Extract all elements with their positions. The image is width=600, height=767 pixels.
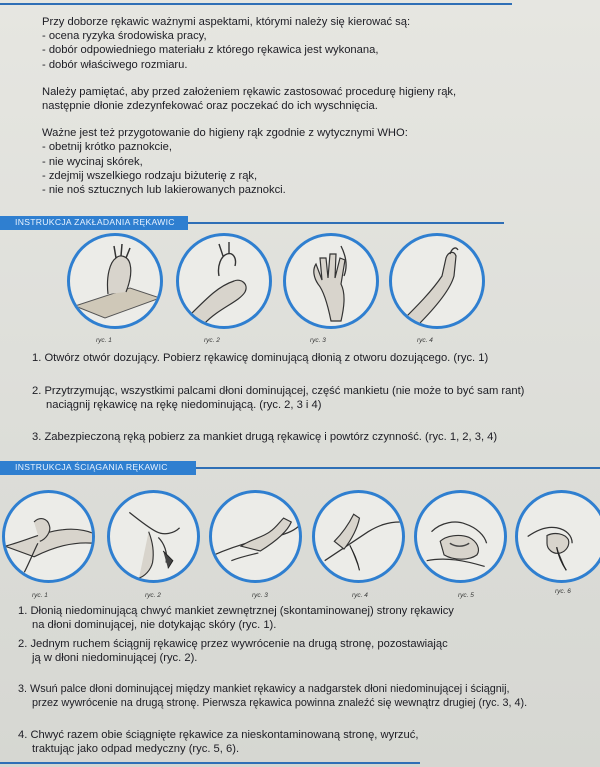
intro-line: - zdejmij wszelkiego rodzaju biżuterię z rąk, [42,169,258,182]
step-text: przez wywrócenie na drugą stronę. Pierwsza rękawica powinna znaleźć się wewnątrz drugiej (ryc. 3, 4). [32,697,528,710]
intro-line: Przy doborze rękawic ważnymi aspektami, którymi należy się kierować są: [42,16,411,28]
doffing-caption-4: ryc. 4 [352,592,368,599]
glove-cuff-grab-icon [5,493,92,580]
donning-caption-4: ryc. 4 [417,337,433,344]
bottom-rule [0,762,420,764]
intro-line: - nie wycinaj skórek, [42,155,143,168]
step-text: 1. Dłonią niedominującą chwyć mankiet zewnętrznej (skontaminowanej) strony rękawicy [18,605,454,617]
donning-step-1 [32,351,592,365]
doffing-section-header [0,461,600,475]
donning-caption-2: ryc. 2 [204,337,220,344]
gloved-arm-icon [392,236,482,326]
intro-line: - ocena ryzyka środowiska pracy, [42,30,207,43]
glove-slide-finger-icon [315,493,402,580]
intro-text [42,15,562,197]
doffing-caption-1: ryc. 1 [32,592,48,599]
glove-discard-icon [518,493,600,580]
glove-invert-icon [212,493,299,580]
doffing-header-title: INSTRUKCJA ŚCIĄGANIA RĘKAWIC [15,462,168,472]
doffing-illustration-3 [209,490,302,583]
doffing-caption-5: ryc. 5 [458,592,474,599]
doffing-step-4 [18,728,598,757]
step-text: traktując jako odpad medyczny (ryc. 5, 6). [32,743,240,756]
top-rule [0,3,512,5]
donning-illustration-2 [176,233,272,329]
step-text: 3. Wsuń palce dłoni dominującej między mankiet rękawicy a nadgarstek dłoni niedominującej i ściągnij, [18,683,510,695]
glove-bundle-icon [417,493,504,580]
step-text: na dłoni dominującej, nie dotykając skóry (ryc. 1). [32,619,277,632]
doffing-illustration-5 [414,490,507,583]
donning-header-title: INSTRUKCJA ZAKŁADANIA RĘKAWIC [15,217,175,227]
glove-pull-icon [179,236,269,326]
doffing-step-3 [18,682,600,711]
step-text: 2. Jednym ruchem ściągnij rękawicę przez wywrócenie na drugą stronę, pozostawiając [18,638,448,650]
intro-line: - dobór odpowiedniego materiału z którego rękawica jest wykonana, [42,44,379,57]
hand-glove-box-icon [70,236,160,326]
doffing-caption-3: ryc. 3 [252,592,268,599]
step-text: naciągnij rękawicę na rękę niedominującą. (ryc. 2, 3 i 4) [46,399,322,412]
doffing-illustration-1 [2,490,95,583]
doffing-caption-6: ryc. 6 [555,588,571,595]
doffing-caption-2: ryc. 2 [145,592,161,599]
step-text: ją w dłoni niedominującej (ryc. 2). [32,652,198,665]
intro-line: - dobór właściwego rozmiaru. [42,58,188,71]
donning-step-2 [32,384,592,413]
intro-line: następnie dłonie zdezynfekować oraz poczekać do ich wyschnięcia. [42,100,378,113]
doffing-step-2 [18,637,598,666]
donning-step-3 [32,430,592,444]
step-text: 4. Chwyć razem obie ściągnięte rękawice za nieskontaminowaną stronę, wyrzuć, [18,729,419,741]
intro-line: - obetnij krótko paznokcie, [42,141,172,154]
donning-illustration-1 [67,233,163,329]
intro-line: Należy pamiętać, aby przed założeniem rękawic zastosować procedurę higieny rąk, [42,85,457,98]
step-text: 2. Przytrzymując, wszystkimi palcami dłoni dominującej, część mankietu (nie może to być sam rant) [32,385,525,397]
doffing-illustration-4 [312,490,405,583]
gloved-hand-icon [286,236,376,326]
donning-illustration-3 [283,233,379,329]
step-text: 3. Zabezpieczoną ręką pobierz za mankiet drugą rękawicę i powtórz czynność. (ryc. 1, 2, 3, 4) [32,431,498,443]
intro-line: Ważne jest też przygotowanie do higieny rąk zgodnie z wytycznymi WHO: [42,127,408,140]
donning-illustration-4 [389,233,485,329]
doffing-illustration-6 [515,490,600,583]
intro-line: - nie noś sztucznych lub lakierowanych paznokci. [42,184,286,197]
donning-section-header [0,216,600,230]
donning-caption-1: ryc. 1 [96,337,112,344]
doffing-step-1 [18,604,598,633]
glove-peel-icon [110,493,197,580]
donning-caption-3: ryc. 3 [310,337,326,344]
doffing-illustration-2 [107,490,200,583]
step-text: 1. Otwórz otwór dozujący. Pobierz rękawicę dominującą dłonią z otworu dozującego. (ryc. 1) [32,352,489,364]
